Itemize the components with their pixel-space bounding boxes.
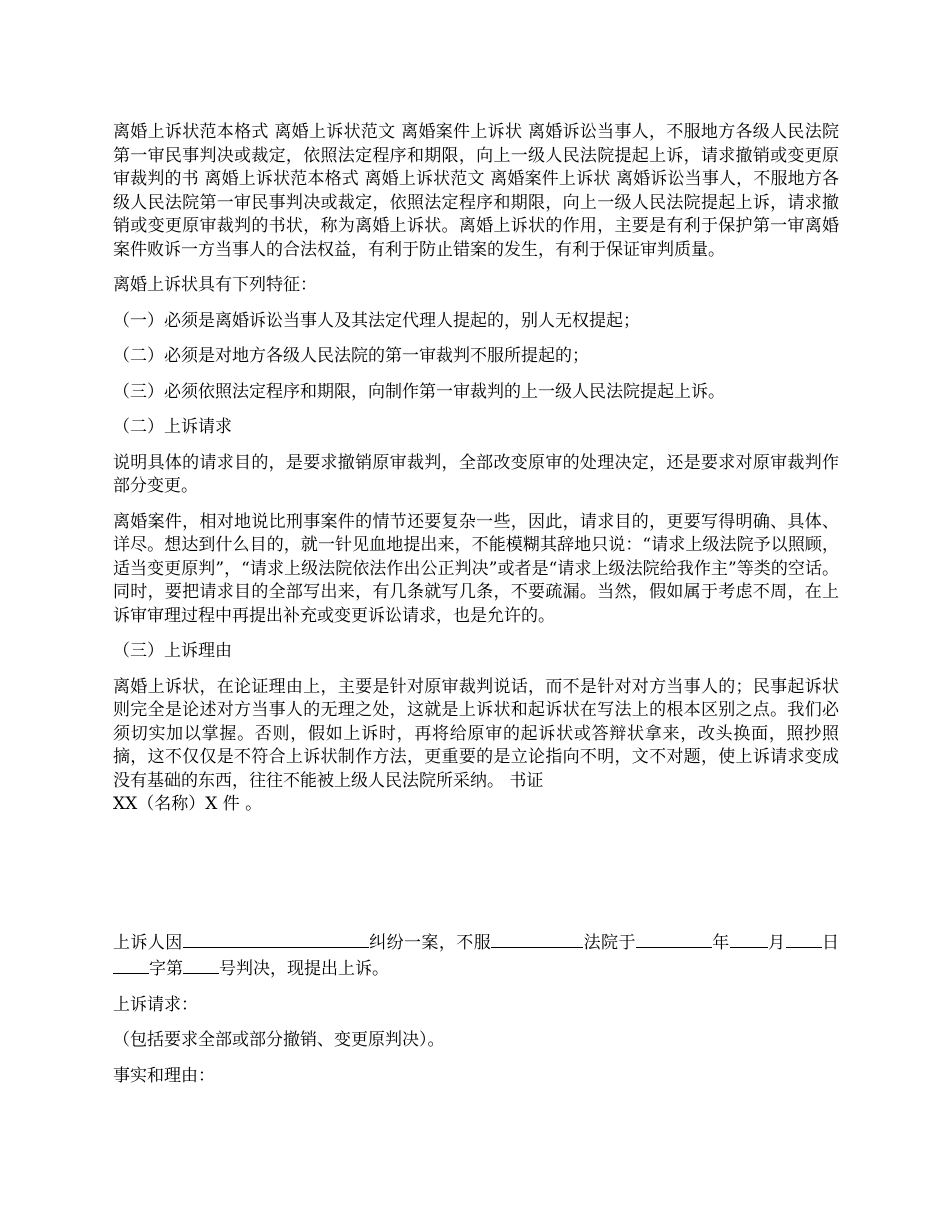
appeal-form-sentence [113, 929, 839, 982]
appeal-request-label: 上诉请求： [113, 994, 198, 1015]
section-heading-appeal-reasons: （三）上诉理由 [113, 641, 232, 661]
form-text-appellant: 上诉人因 [113, 932, 183, 953]
appeal-reasons-paragraph [113, 676, 839, 817]
appeal-request-hint: （包括要求全部或部分撤销、变更原判决）。 [113, 1030, 445, 1050]
form-text-day: 日 [821, 932, 840, 953]
section-heading-appeal-request: （二）上诉请求 [113, 417, 232, 437]
form-text-court: 法院于 [583, 932, 636, 953]
form-text-month: 月 [767, 932, 786, 953]
form-text-judgment: 号判决，现提出上诉。 [219, 959, 389, 979]
appeal-reasons-text: 离婚上诉状，在论证理由上，主要是针对原审裁判说话，而不是针对对方当事人的；民事起诉状则完全是论述对方当事人的无理之处，这就是上诉状和起诉状在写法上的根本区别之点。我们必须切实加以掌握。否则，假如上诉时，再将给原审的起诉状或答辩状拿来，改头换面，照抄照摘，这不仅仅是不符合上诉状制作方法，更重要的是立论指向不明，文不对题，使上诉请求变成没有基础的东西，往往不能被上级人民法院所采纳。 书证 [113, 676, 839, 791]
blank-case-number[interactable] [183, 955, 219, 974]
blank-case-prefix[interactable] [113, 955, 149, 974]
blank-year[interactable] [636, 929, 712, 948]
features-heading: 离婚上诉状具有下列特征： [113, 275, 317, 295]
feature-item-2: （二）必须是对地方各级人民法院的第一审裁判不服所提起的； [113, 346, 589, 366]
blank-month[interactable] [730, 929, 768, 948]
appeal-request-paragraph-1: 说明具体的请求目的，是要求撤销原审裁判，全部改变原审的处理决定，还是要求对原审裁判作部分变更。 [113, 452, 839, 496]
evidence-line: XX（名称）X 件 。 [113, 794, 263, 814]
blank-day[interactable] [786, 929, 822, 948]
form-text-char: 字第 [149, 959, 183, 979]
facts-and-reasons-label: 事实和理由： [113, 1065, 215, 1086]
blank-dispute-type[interactable] [183, 929, 369, 948]
appeal-form [113, 929, 839, 1089]
form-text-year: 年 [711, 932, 730, 953]
feature-item-3: （三）必须依照法定程序和期限，向制作第一审裁判的上一级人民法院提起上诉。 [113, 381, 725, 402]
appeal-request-paragraph-2: 离婚案件，相对地说比刑事案件的情节还要复杂一些，因此，请求目的，更要写得明确、具体、详尽。想达到什么目的，就一针见血地提出来，不能模糊其辞地只说：“请求上级法院予以照顾，适当变更原判”，“请求上级法院依法作出公正判决”或者是“请求上级法院给我作主”等类的空话。同时，要把请求目的全部写出来，有几条就写几条，不要疏漏。当然，假如属于考虑不周，在上诉审审理过程中再提出补充或变更诉讼请求，也是允许的。 [113, 511, 839, 626]
blank-court-name[interactable] [491, 929, 583, 948]
document-page [113, 121, 839, 1100]
blank-spacer [113, 817, 839, 929]
feature-item-1: （一）必须是离婚诉讼当事人及其法定代理人提起的，别人无权提起； [113, 310, 640, 331]
intro-paragraph: 离婚上诉状范本格式 离婚上诉状范文 离婚案件上诉状 离婚诉讼当事人，不服地方各级人民法院第一审民事判决或裁定，依照法定程序和期限，向上一级人民法院提起上诉，请求撤销或变更原审裁判的书 离婚上诉状范本格式 离婚上诉状范文 离婚案件上诉状 离婚诉讼当事人，不服地方各级人民法院第一审民事判决或裁定，依照法定程序和期限，向上一级人民法院提起上诉，请求撤销或变更原审裁判的书状，称为离婚上诉状。离婚上诉状的作用，主要是有利于保护第一审离婚案件败诉一方当事人的合法权益，有利于防止错案的发生，有利于保证审判质量。 [113, 122, 839, 260]
form-text-dispute: 纠纷一案，不服 [368, 932, 492, 953]
